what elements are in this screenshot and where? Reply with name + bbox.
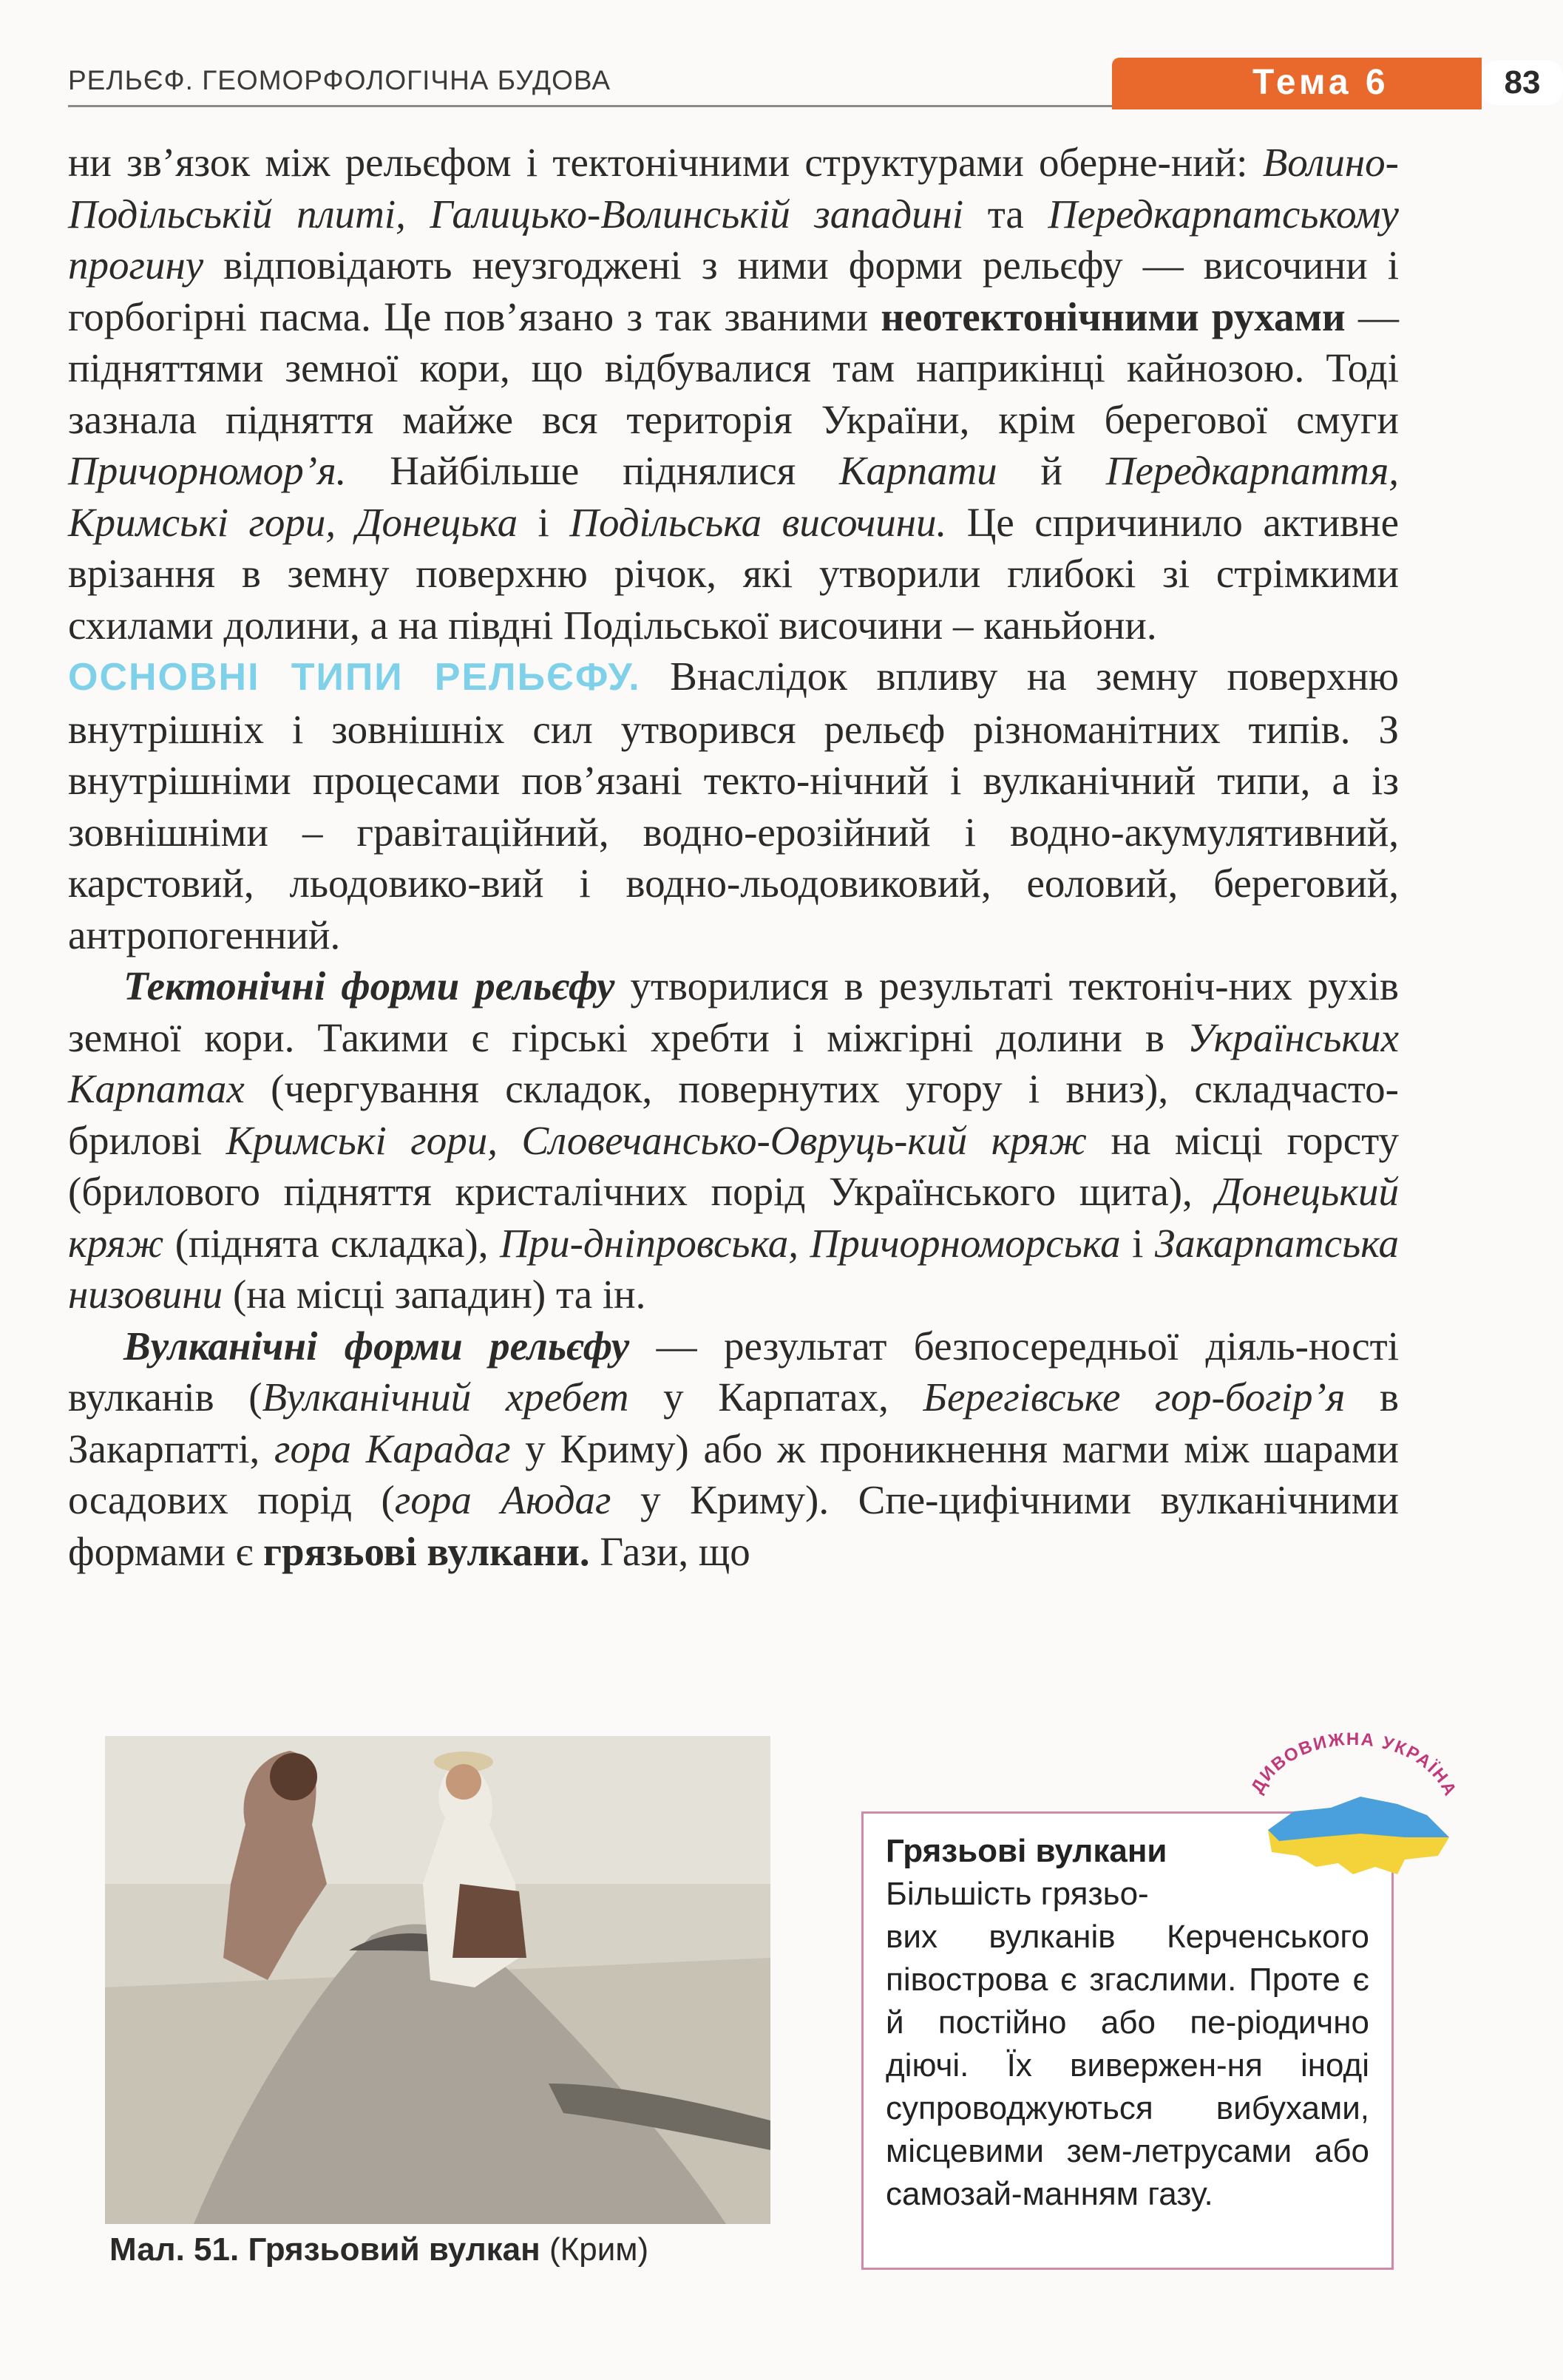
p3-run: Українських Карпатах [68,1014,1399,1111]
body-text [68,137,1399,1577]
paragraph-neotectonics [68,137,1399,651]
paragraph-relief-types [68,651,1399,960]
section-heading: ОСНОВНІ ТИПИ РЕЛЬЄФУ. [68,656,641,699]
p4-run: Вулканічні форми рельєфу [123,1323,630,1369]
caption-place: (Крим) [549,2231,649,2268]
p1-run: Причорномор’я. [68,448,347,493]
p3-run: (чергування складок, повернутих угору і вниз), складчасто-брилові [68,1066,1399,1163]
figure-caption [109,2231,775,2268]
p4-run: Вулканічний хребет [262,1374,629,1420]
p4-run: гора Карадаг [274,1425,511,1471]
p4-run: у Криму). Спе-цифічними вулканічними формами є [68,1477,1399,1574]
svg-text:ДИВОВИЖНА УКРАЇНА [1247,1729,1461,1800]
p3-run: Тектонічні форми рельєфу [123,963,615,1008]
amazing-ukraine-badge [1227,1726,1471,1896]
badge-text: ДИВОВИЖНА УКРАЇНА [1247,1729,1461,1800]
theme-label: Тема 6 [1252,63,1389,102]
p3-run: При-дніпровська, Причорноморська [499,1220,1121,1266]
page-number: 83 [1482,61,1563,105]
info-box-lead: Більшість грязьо- [886,1876,1149,1912]
p1-run: Найбільше піднялися [346,448,839,493]
caption-label: Мал. 51. Грязьовий вулкан [109,2231,540,2268]
p3-run: на місці горсту (брилового підняття кристалічних порід Українського щита), [68,1117,1399,1214]
p1-run: Карпати [838,448,997,493]
header-divider [68,105,1125,107]
p1-run: ни зв’язок між рельєфом і тектонічними структурами оберне-ний: [68,140,1263,185]
p4-run: Гази, що [589,1528,750,1574]
p1-run: та [963,191,1048,237]
p3-run: і [1120,1220,1155,1266]
p3-run: (на місці западин) та ін. [223,1272,646,1317]
p4-run: Берегівське гор-богір’я [923,1374,1346,1420]
p1-run: — підняттями земної кори, що відбувалися там наприкінці кайнозою. Тоді зазнала підняття майже вся територія України, крім берегової смуги [68,294,1399,442]
p4-run: — результат безпосередньої діяль-ності вулканів ( [68,1323,1399,1420]
running-title: РЕЛЬЄФ. ГЕОМОРФОЛОГІЧНА БУДОВА [68,65,611,95]
mud-volcano-photo [105,1736,770,2224]
theme-tab [1112,58,1541,109]
p4-run: в Закарпатті, [68,1374,1399,1471]
paragraph-tectonic-forms [68,960,1399,1320]
p4-run: у Карпатах, [628,1374,923,1420]
p1-run: Волино-Подільській плиті, Галицько-Волинській западині [68,140,1399,237]
info-box-title: Грязьові вулкани [886,1833,1167,1869]
p1-run: Передкарпаття, Кримські гори, Донецька [68,448,1400,545]
ukraine-map-icon [1227,1726,1471,1896]
p3-run: Донецький кряж [68,1169,1399,1266]
p1-run: Подільська височини. [569,499,947,545]
p3-run: Закарпатська низовини [68,1220,1399,1317]
p1-run: відповідають неузгоджені з ними форми рельєфу — височини і горбогірні пасма. Це пов’язано з так званими [68,243,1399,339]
info-box-body: вих вулканів Керченського півострова є згаслими. Проте є й постійно або пе-ріодично діючі. Їх вивержен-ня іноді супроводжуються вибухами, місцевими зем-летрусами або самозай-манням газу. [886,1919,1369,2212]
p1-run: і [518,499,570,545]
p4-run: у Криму) або ж проникнення магми між шарами осадових порід ( [68,1425,1399,1522]
p4-run: гора Аюдаг [394,1477,611,1522]
p1-run: неотектонічними рухами [881,294,1346,339]
p2-run: Внаслідок впливу на земну поверхню внутрішніх і зовнішніх сил утворився рельєф різноманітних типів. З внутрішніми процесами пов’язані текто-нічний і вулканічний типи, а із зовнішніми – гравітаційний, водно-ерозійний і водно-акумулятивний, карстовий, льодовико-вий і водно-льодовиковий, еоловий, береговий, антропогенний. [68,654,1399,957]
p3-run: (піднята складка), [163,1220,500,1266]
p1-run: Передкарпатському прогину [68,191,1399,288]
paragraph-volcanic-forms [68,1320,1399,1578]
photo-illustration [105,1736,770,2224]
p1-run: Це спричинило активне врізання в земну поверхню річок, які утворили глибокі зі стрімкими схилами долини, а на півдні Подільської височини – каньйони. [68,499,1400,648]
page-header [68,58,1541,115]
p4-run: грязьові вулкани. [263,1528,590,1574]
p3-run: Кримські гори, Словечансько-Овруць-кий кряж [226,1117,1087,1163]
p3-run: утворилися в результаті тектоніч-них рухів земної кори. Такими є гірські хребти і міжгірні долини в [68,963,1399,1060]
p1-run: й [997,448,1106,493]
